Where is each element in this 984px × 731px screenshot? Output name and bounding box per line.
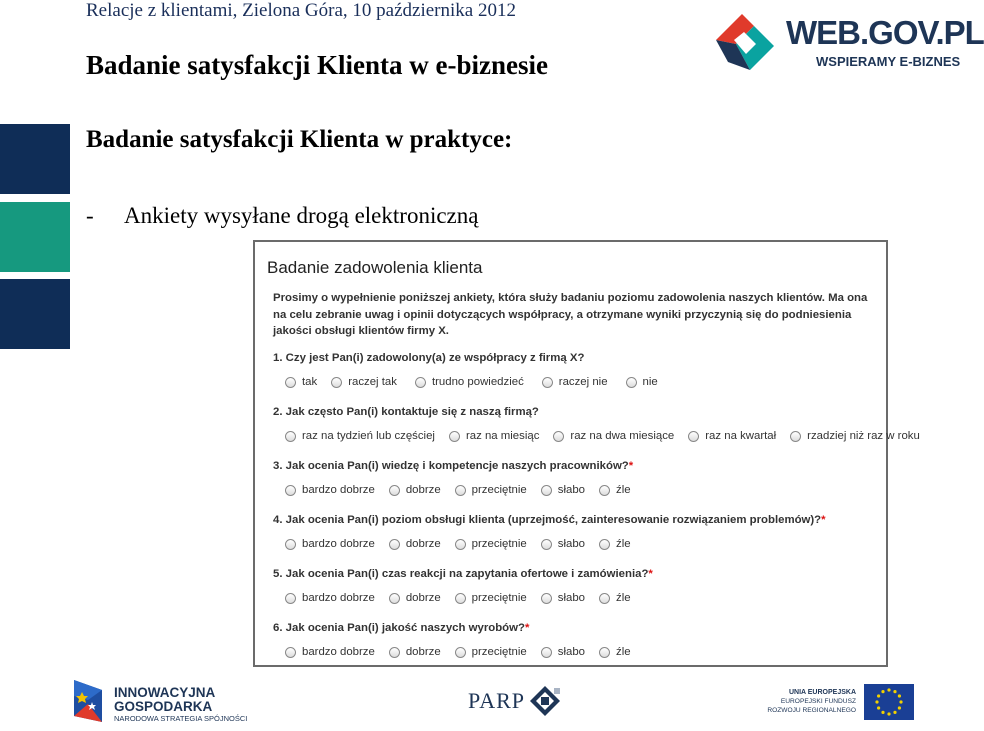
survey-intro: Prosimy o wypełnienie poniższej ankiety, która służy badaniu poziomu zadowolenia naszych klientów. Ma ona na celu zebranie uwag i opinii dotyczących współpracy, a otrzymane wyniki przyczynią się do podniesienia jakości obsługi klientów firmy X.	[273, 292, 868, 337]
radio-button-icon[interactable]	[285, 593, 296, 604]
radio-button-icon[interactable]	[285, 377, 296, 388]
option-label: słabo	[557, 484, 585, 496]
radio-button-icon[interactable]	[541, 539, 552, 550]
option-label: raczej nie	[558, 376, 608, 388]
radio-button-icon[interactable]	[389, 593, 400, 604]
radio-button-icon[interactable]	[790, 431, 801, 442]
required-marker: *	[524, 622, 530, 634]
survey-options-6	[285, 646, 645, 658]
parp-logo-text: PARP	[468, 688, 526, 713]
option-label: źle	[616, 538, 631, 550]
radio-button-icon[interactable]	[389, 539, 400, 550]
survey-option[interactable]	[599, 592, 631, 604]
eu-flag-icon	[864, 684, 914, 720]
survey-option[interactable]	[599, 484, 631, 496]
survey-option[interactable]	[285, 484, 375, 496]
option-label: bardzo dobrze	[302, 484, 375, 496]
survey-option[interactable]	[790, 430, 920, 442]
survey-option[interactable]	[389, 592, 441, 604]
survey-question-6	[273, 622, 529, 634]
survey-question-1	[273, 352, 584, 364]
slide-title: Badanie satysfakcji Klienta w e-biznesie	[86, 50, 548, 80]
option-label: słabo	[557, 592, 585, 604]
side-bar-navy-bottom	[0, 279, 70, 349]
option-label: tak	[302, 376, 318, 388]
radio-button-icon[interactable]	[415, 377, 426, 388]
survey-option[interactable]	[455, 592, 527, 604]
survey-screenshot	[253, 240, 920, 667]
ig-line2: GOSPODARKA	[114, 699, 213, 714]
survey-option[interactable]	[541, 592, 585, 604]
question-text: 2. Jak często Pan(i) kontaktuje się z naszą firmą?	[273, 406, 539, 418]
parp-logo	[468, 684, 563, 718]
survey-option[interactable]	[541, 538, 585, 550]
eu-line1: UNIA EUROPEJSKA	[788, 689, 856, 696]
radio-button-icon[interactable]	[285, 485, 296, 496]
radio-button-icon[interactable]	[541, 593, 552, 604]
option-label: słabo	[557, 646, 585, 658]
radio-button-icon[interactable]	[285, 647, 296, 658]
survey-title: Badanie zadowolenia klienta	[267, 258, 483, 277]
web-gov-logo-name: WEB.GOV.PL	[786, 14, 984, 51]
bullet-text: Ankiety wysyłane drogą elektroniczną	[124, 203, 479, 228]
option-label: dobrze	[405, 484, 441, 496]
side-bar-navy-top	[0, 124, 70, 194]
survey-option[interactable]	[626, 376, 658, 388]
eu-fund-logo	[767, 684, 914, 720]
radio-button-icon[interactable]	[389, 485, 400, 496]
question-text: 6. Jak ocenia Pan(i) jakość naszych wyrobów?	[273, 622, 525, 634]
option-label: przeciętnie	[471, 592, 527, 604]
survey-option[interactable]	[285, 538, 375, 550]
survey-question-2	[273, 406, 539, 418]
header-line: Relacje z klientami, Zielona Góra, 10 października 2012	[86, 0, 516, 21]
survey-option[interactable]	[553, 430, 674, 442]
option-label: źle	[616, 484, 631, 496]
radio-button-icon[interactable]	[599, 539, 610, 550]
option-label: źle	[616, 592, 631, 604]
radio-button-icon[interactable]	[455, 539, 466, 550]
parp-logo-mark-icon	[528, 684, 562, 718]
survey-option[interactable]	[599, 538, 631, 550]
radio-button-icon[interactable]	[542, 377, 553, 388]
survey-question-5	[273, 568, 653, 580]
question-text: 4. Jak ocenia Pan(i) poziom obsługi klienta (uprzejmość, zainteresowanie rozwiązaniem problemów)?	[273, 514, 822, 526]
option-label: nie	[642, 376, 658, 388]
eu-fund-text	[767, 688, 856, 715]
survey-option[interactable]	[331, 376, 397, 388]
survey-options-2	[285, 430, 934, 442]
option-label: słabo	[557, 538, 585, 550]
survey-options-1	[285, 376, 676, 388]
survey-option[interactable]	[285, 430, 435, 442]
option-label: dobrze	[405, 538, 441, 550]
radio-button-icon[interactable]	[599, 593, 610, 604]
option-label: bardzo dobrze	[302, 646, 375, 658]
option-label: przeciętnie	[471, 646, 527, 658]
side-bar-teal	[0, 202, 70, 272]
required-marker: *	[628, 460, 634, 472]
web-gov-logo	[712, 10, 984, 74]
innowacyjna-gospodarka-flag-icon	[72, 676, 106, 726]
radio-button-icon[interactable]	[455, 485, 466, 496]
radio-button-icon[interactable]	[541, 647, 552, 658]
survey-option[interactable]	[541, 646, 585, 658]
eu-line3: ROZWOJU REGIONALNEGO	[767, 707, 856, 714]
option-label: bardzo dobrze	[302, 538, 375, 550]
survey-options-5	[285, 592, 645, 604]
survey-option[interactable]	[455, 646, 527, 658]
survey-option[interactable]	[415, 376, 524, 388]
radio-button-icon[interactable]	[455, 647, 466, 658]
innowacyjna-gospodarka-title	[114, 686, 215, 714]
required-marker: *	[648, 568, 653, 580]
option-label: rzadziej niż raz w roku	[807, 430, 920, 442]
survey-option[interactable]	[542, 376, 608, 388]
survey-option[interactable]	[389, 538, 441, 550]
survey-option[interactable]	[449, 430, 539, 442]
option-label: raz na kwartał	[705, 430, 777, 442]
radio-button-icon[interactable]	[331, 377, 342, 388]
option-label: bardzo dobrze	[302, 592, 375, 604]
ig-line1: INNOWACYJNA	[114, 685, 216, 700]
survey-option[interactable]	[455, 484, 527, 496]
radio-button-icon[interactable]	[688, 431, 699, 442]
bullet-item	[86, 203, 478, 229]
survey-option[interactable]	[599, 646, 631, 658]
option-label: trudno powiedzieć	[431, 376, 524, 388]
survey-option[interactable]	[285, 646, 375, 658]
option-label: raczej tak	[348, 376, 397, 388]
option-label: dobrze	[405, 646, 441, 658]
radio-button-icon[interactable]	[449, 431, 460, 442]
survey-options-4	[285, 538, 645, 550]
ig-line3: NARODOWA STRATEGIA SPÓJNOŚCI	[114, 714, 248, 723]
option-label: dobrze	[405, 592, 441, 604]
survey-question-4	[273, 514, 826, 526]
survey-option[interactable]	[541, 484, 585, 496]
slide-subtitle: Badanie satysfakcji Klienta w praktyce:	[86, 126, 513, 153]
web-gov-logo-mark-icon	[712, 10, 778, 74]
radio-button-icon[interactable]	[626, 377, 637, 388]
radio-button-icon[interactable]	[541, 485, 552, 496]
survey-option[interactable]	[389, 646, 441, 658]
required-marker: *	[821, 514, 826, 526]
survey-option[interactable]	[285, 592, 375, 604]
survey-option[interactable]	[285, 376, 317, 388]
survey-options-3	[285, 484, 645, 496]
option-label: źle	[616, 646, 631, 658]
question-text: 1. Czy jest Pan(i) zadowolony(a) ze współpracy z firmą X?	[273, 352, 585, 364]
web-gov-logo-tagline: WSPIERAMY E-BIZNES	[816, 54, 961, 69]
radio-button-icon[interactable]	[455, 593, 466, 604]
survey-option[interactable]	[688, 430, 776, 442]
question-text: 3. Jak ocenia Pan(i) wiedzę i kompetencje naszych pracowników?	[273, 460, 629, 472]
eu-line2: EUROPEJSKI FUNDUSZ	[780, 698, 856, 705]
radio-button-icon[interactable]	[389, 647, 400, 658]
survey-option[interactable]	[389, 484, 441, 496]
innowacyjna-gospodarka-logo	[72, 676, 252, 726]
radio-button-icon[interactable]	[599, 485, 610, 496]
radio-button-icon[interactable]	[553, 431, 564, 442]
survey-option[interactable]	[455, 538, 527, 550]
option-label: raz na dwa miesiące	[570, 430, 675, 442]
option-label: przeciętnie	[471, 538, 527, 550]
radio-button-icon[interactable]	[285, 539, 296, 550]
option-label: przeciętnie	[471, 484, 527, 496]
radio-button-icon[interactable]	[285, 431, 296, 442]
question-text: 5. Jak ocenia Pan(i) czas reakcji na zapytania ofertowe i zamówienia?	[273, 568, 649, 580]
option-label: raz na miesiąc	[465, 430, 540, 442]
survey-question-3	[273, 460, 633, 472]
radio-button-icon[interactable]	[599, 647, 610, 658]
option-label: raz na tydzień lub częściej	[302, 430, 435, 442]
bullet-dash: -	[86, 203, 94, 228]
